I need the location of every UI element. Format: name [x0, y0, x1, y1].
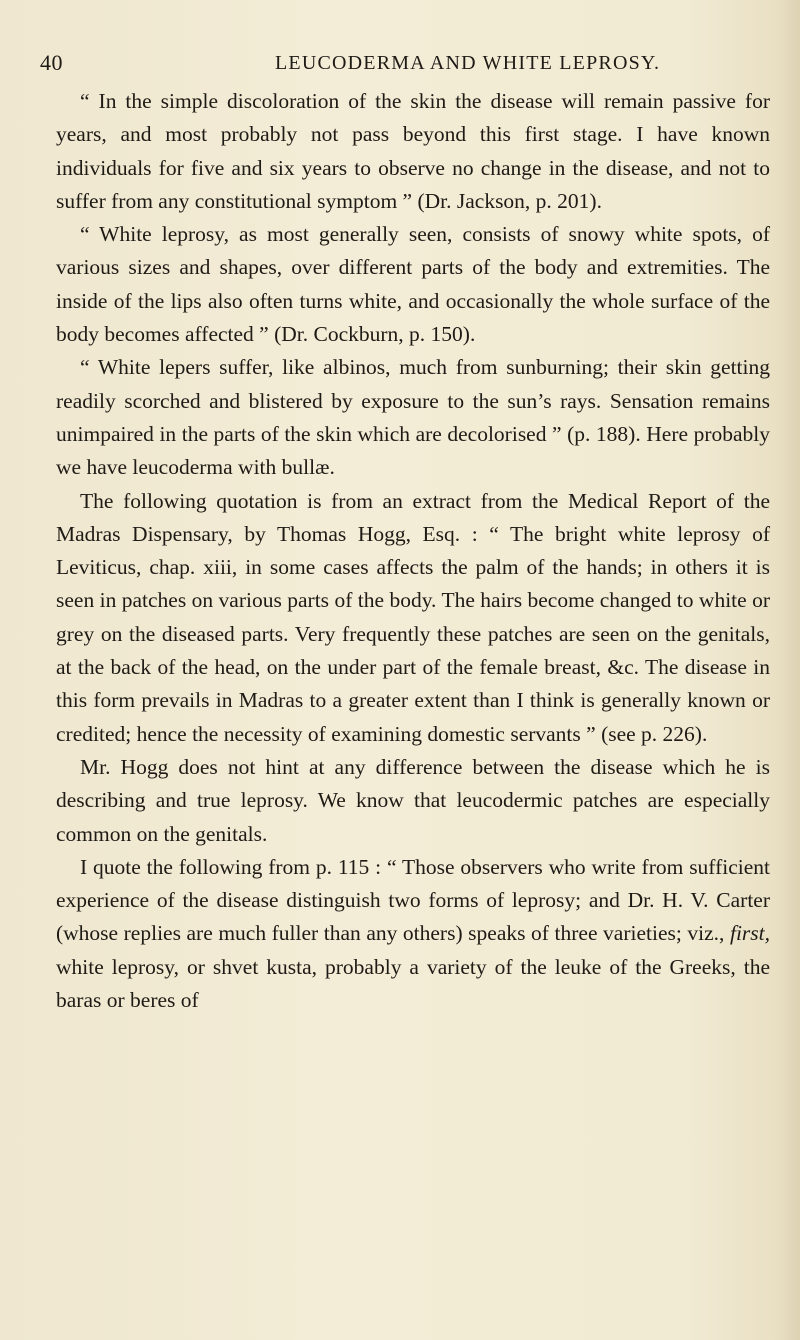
text-span: Mr. Hogg does not hint at any difference between the disease which he is describing and true leprosy. We know that leucodermic patches are especially common on the genitals. [56, 754, 770, 846]
page-header [40, 50, 770, 80]
text-span: I quote the following from p. 115 : “ Those observers who write from sufficient experience of the disease distinguish two forms of leprosy; and Dr. H. V. Carter (whose replies are much fuller than any others) speaks of three varieties; viz., [56, 854, 770, 946]
text-span: The following quotation is from an extract from the Medical Report of the Madras Dispensary, by Thomas Hogg, Esq. : “ The bright white leprosy of Leviticus, chap. xiii, in some cases affects the palm of the hands; in others it is seen in patches on various parts of the body. The hairs become changed to white or grey on the diseased parts. Very frequently these patches are seen on the genitals, at the back of the head, on the under part of the female breast, &c. The disease in this form prevails in Madras to a greater extent than I think is generally known or credited; hence the necessity of examining domestic servants ” (see p. 226). [56, 488, 770, 746]
page-number: 40 [40, 50, 63, 75]
paragraph [56, 218, 770, 351]
text-span: “ White lepers suffer, like albinos, much from sunburning; their skin getting readily scorched and blistered by exposure to the sun’s rays. Sensation remains unimpaired in the parts of the skin which are decolorised ” (p. 188). Here probably we have leucoderma with bullæ. [56, 355, 770, 480]
italic-text-span: first, [729, 921, 770, 946]
text-span: “ White leprosy, as most generally seen, consists of snowy white spots, of various sizes and shapes, over different parts of the body and extremities. The inside of the lips also often turns white, and occasionally the whole surface of the body becomes affected ” (Dr. Cockburn, p. 150). [56, 222, 770, 347]
paragraph [56, 485, 770, 751]
paragraph [56, 85, 770, 218]
paragraph [56, 751, 770, 851]
text-span: white leprosy, or shvet kusta, probably a variety of the leuke of the Greeks, the baras or beres of [56, 954, 770, 1013]
text-span: “ In the simple discoloration of the skin the disease will remain passive for years, and most probably not pass beyond this first stage. I have known individuals for five and six years to observe no change in the disease, and not to suffer from any constitutional symptom ” (Dr. Jackson, p. 201). [56, 89, 770, 213]
body-text [56, 85, 770, 1017]
paragraph [56, 351, 770, 484]
running-head: LEUCODERMA AND WHITE LEPROSY. [275, 52, 661, 74]
paragraph [56, 851, 770, 1017]
